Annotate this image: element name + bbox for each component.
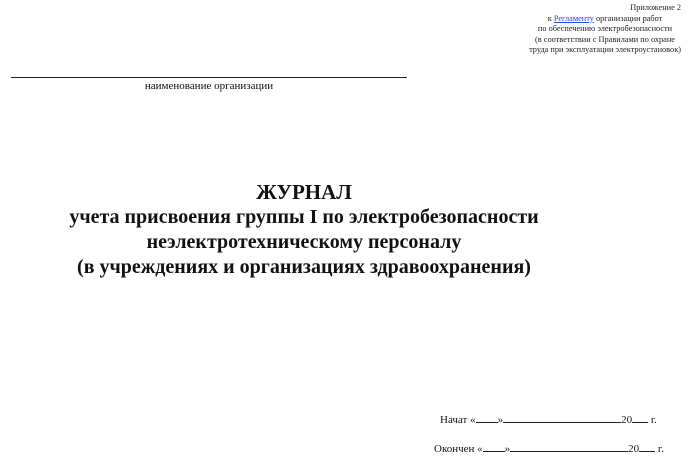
- start-month-blank: [503, 412, 621, 423]
- appendix-note: [529, 3, 681, 56]
- end-date-row: [434, 441, 664, 455]
- end-year-blank: [639, 441, 655, 452]
- end-month-blank: [510, 441, 628, 452]
- title-line-2: учета присвоения группы I по электробезопасности: [69, 206, 539, 228]
- title-line-4: (в учреждениях и организациях здравоохранения): [77, 256, 531, 278]
- title-line-3: неэлектротехническому персоналу: [146, 231, 462, 253]
- end-label: Окончен: [434, 443, 475, 455]
- journal-title: [0, 180, 608, 280]
- start-close-quote: »: [497, 414, 504, 426]
- appendix-prefix: к: [547, 13, 552, 23]
- organization-caption: наименование организации: [144, 80, 274, 92]
- appendix-number: Приложение 2: [630, 3, 681, 12]
- appendix-line-4: (в соответствии с Правилами по охране: [535, 34, 675, 44]
- start-year-suffix: г.: [650, 414, 657, 426]
- start-day-blank: [476, 412, 498, 423]
- end-year-prefix: 20: [628, 443, 640, 455]
- end-day-blank: [483, 441, 505, 452]
- title-main: ЖУРНАЛ: [256, 180, 352, 204]
- start-year-blank: [632, 412, 648, 423]
- end-close-quote: »: [504, 443, 511, 455]
- appendix-regulation-line: [529, 14, 681, 25]
- appendix-line-3: по обеспечению электробезопасности: [537, 24, 673, 34]
- end-year-suffix: г.: [657, 443, 664, 455]
- start-year-prefix: 20: [621, 414, 633, 426]
- appendix-line-5: труда при эксплуатации электроустановок): [529, 45, 681, 55]
- start-open-quote: «: [470, 414, 476, 426]
- appendix-suffix: организации работ: [595, 13, 663, 23]
- start-label: Начат: [440, 414, 468, 426]
- organization-name-line: [11, 77, 407, 78]
- start-date-row: [440, 412, 657, 426]
- regulation-link[interactable]: Регламенту: [553, 13, 594, 23]
- end-open-quote: «: [477, 443, 483, 455]
